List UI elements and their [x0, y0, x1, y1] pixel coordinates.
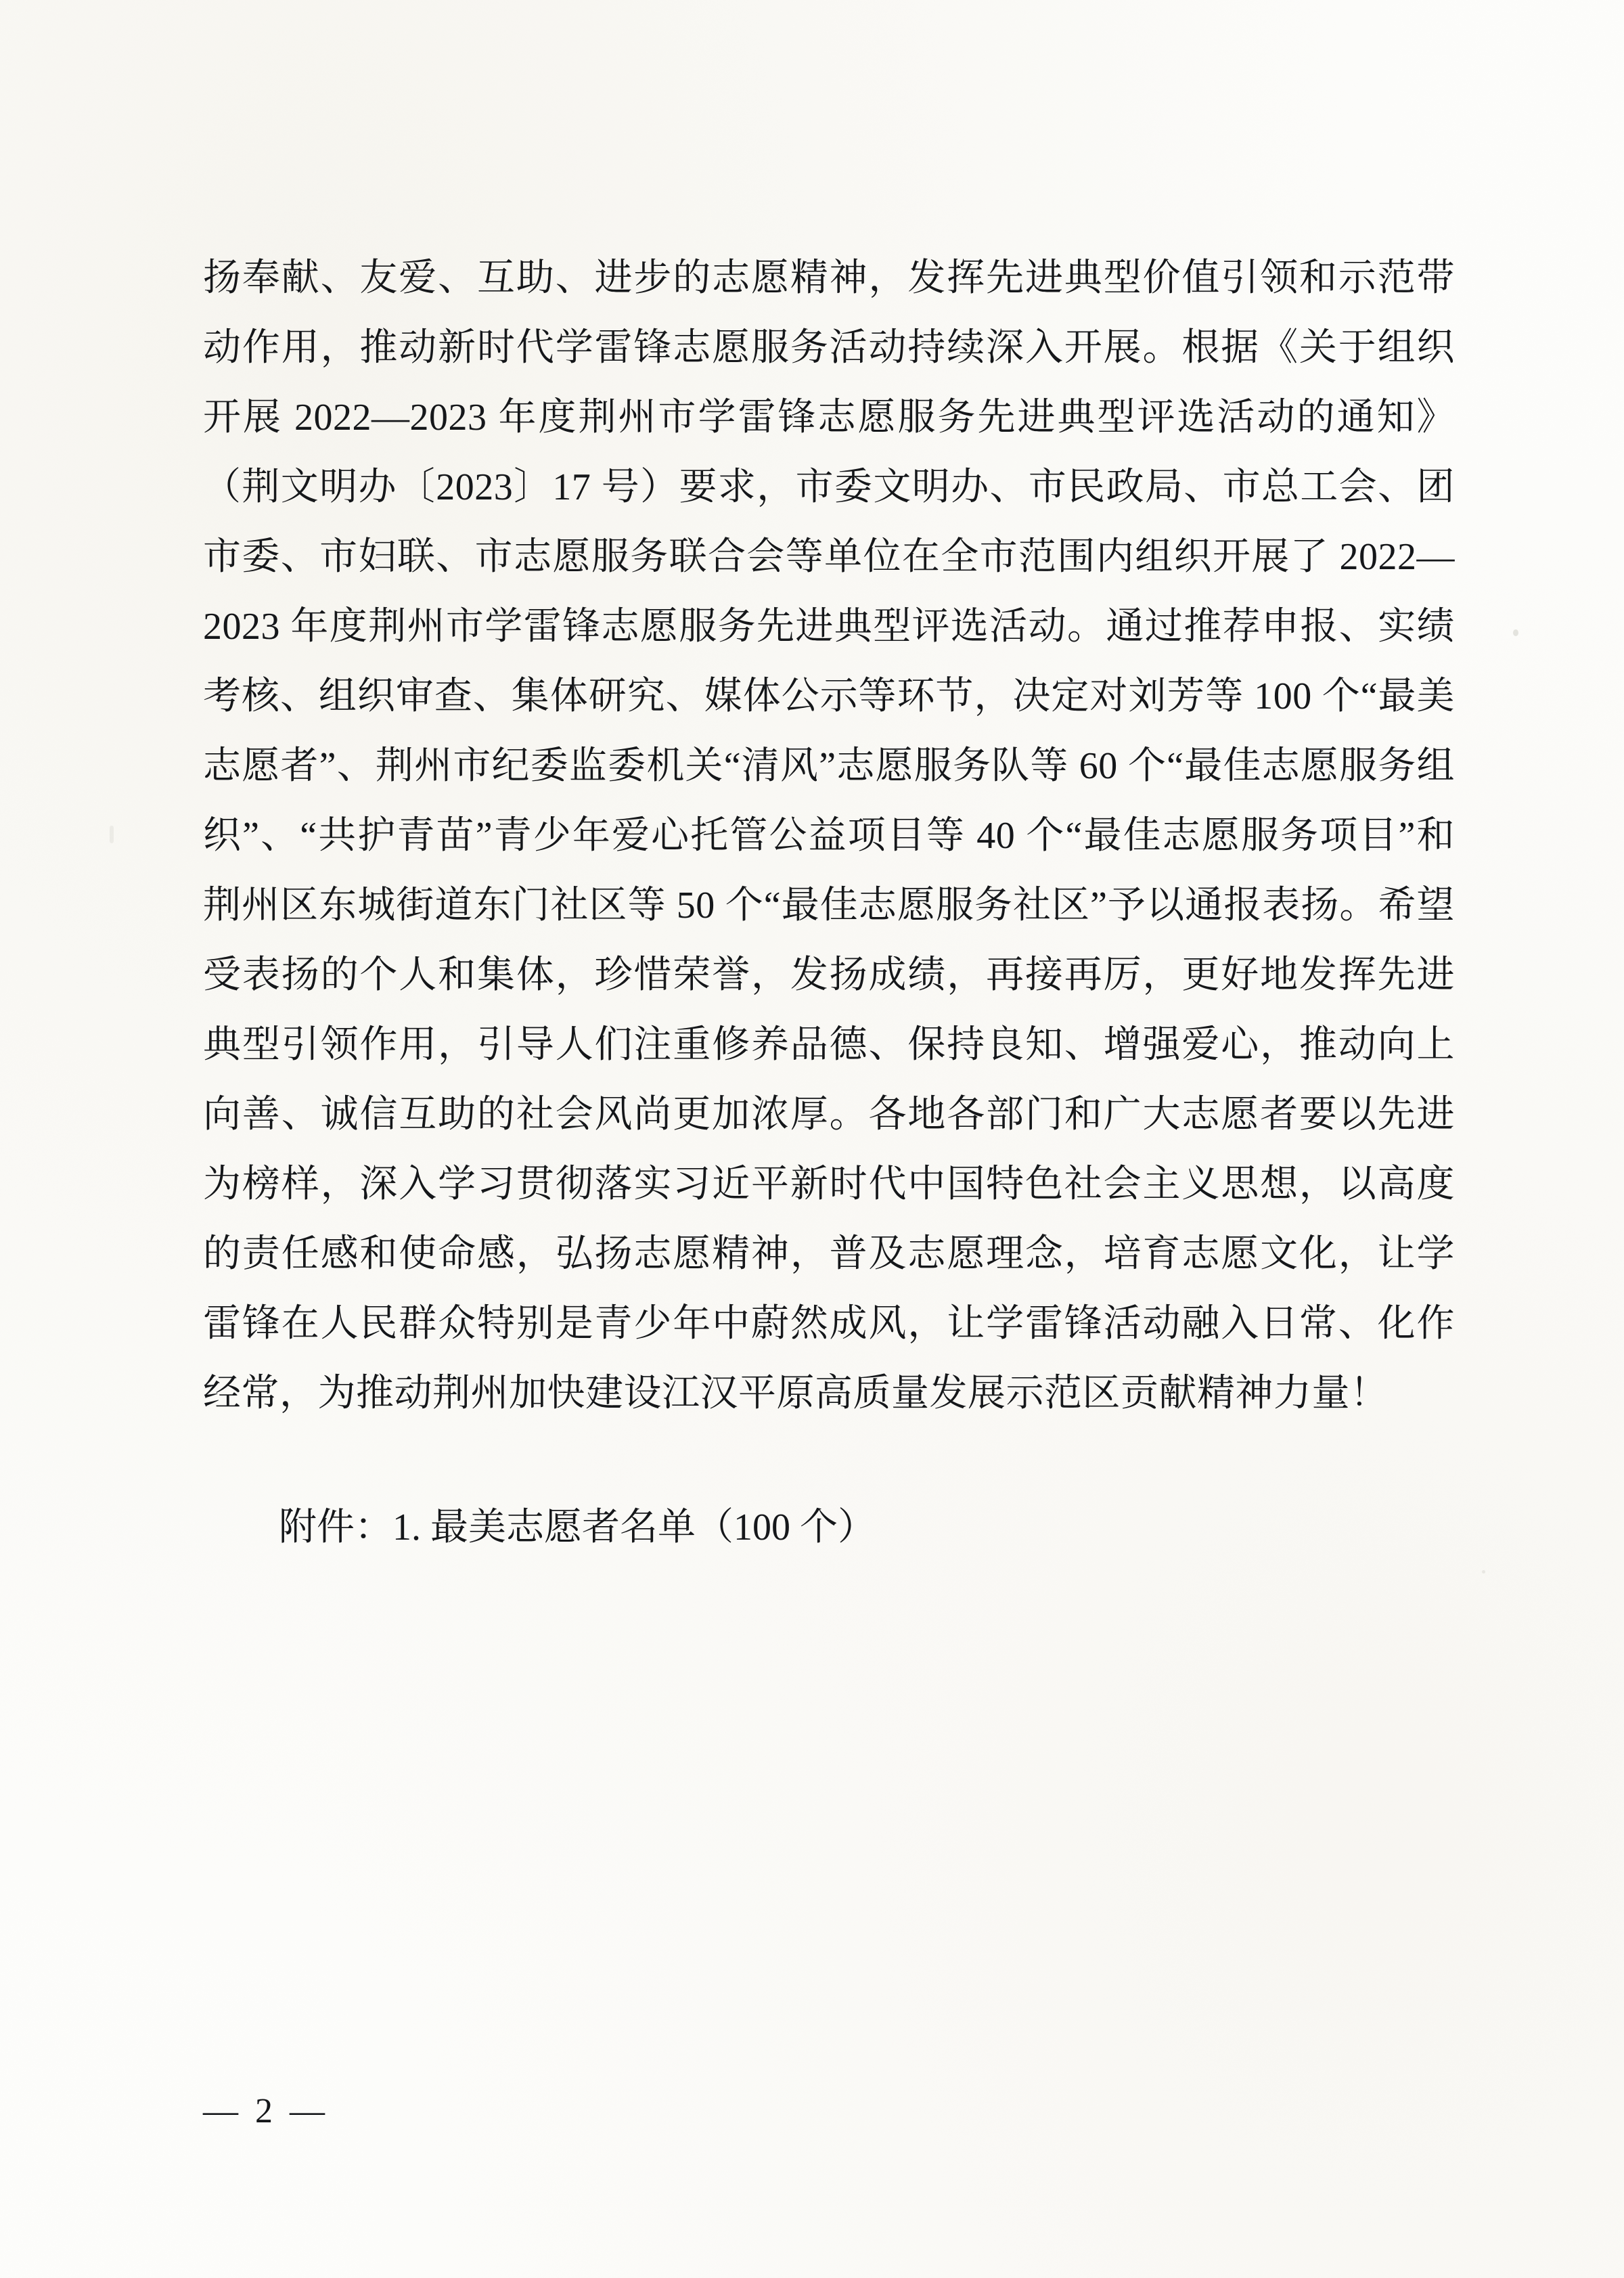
page-number: — 2 —: [203, 2092, 329, 2130]
main-paragraph: 扬奉献、友爱、互助、进步的志愿精神，发挥先进典型价值引领和示范带动作用，推动新时代学雷锋志愿服务活动持续深入开展。根据《关于组织开展 2022—2023 年度荆州市学雷锋志愿服务先进典型评选活动的通知》（荆文明办〔2023〕17 号）要求，市委文明办、市民政局、市总工会、团市委、市妇联、市志愿服务联合会等单位在全市范围内组织开展了 2022—2023 年度荆州市学雷锋志愿服务先进典型评选活动。通过推荐申报、实绩考核、组织审查、集体研究、媒体公示等环节，决定对刘芳等 100 个“最美志愿者”、荆州市纪委监委机关“清风”志愿服务队等 60 个“最佳志愿服务组织”、“共护青苗”青少年爱心托管公益项目等 40 个“最佳志愿服务项目”和荆州区东城街道东门社区等 50 个“最佳志愿服务社区”予以通报表扬。希望受表扬的个人和集体，珍惜荣誉，发扬成绩，再接再厉，更好地发挥先进典型引领作用，引导人们注重修养品德、保持良知、增强爱心，推动向上向善、诚信互助的社会风尚更加浓厚。各地各部门和广大志愿者要以先进为榜样，深入学习贯彻落实习近平新时代中国特色社会主义思想，以高度的责任感和使命感，弘扬志愿精神，普及志愿理念，培育志愿文化，让学雷锋在人民群众特别是青少年中蔚然成风，让学雷锋活动融入日常、化作经常，为推动荆州加快建设江汉平原高质量发展示范区贡献精神力量！: [203, 257, 1455, 1414]
attachment-list-line: 附件：1. 最美志愿者名单（100 个）: [279, 1506, 876, 1548]
document-body: [203, 244, 1455, 1561]
main-paragraph-block: [203, 244, 1455, 1429]
scan-speck: [1513, 629, 1518, 636]
scan-speck-secondary: [1482, 1570, 1485, 1573]
scan-streak: [110, 826, 114, 843]
